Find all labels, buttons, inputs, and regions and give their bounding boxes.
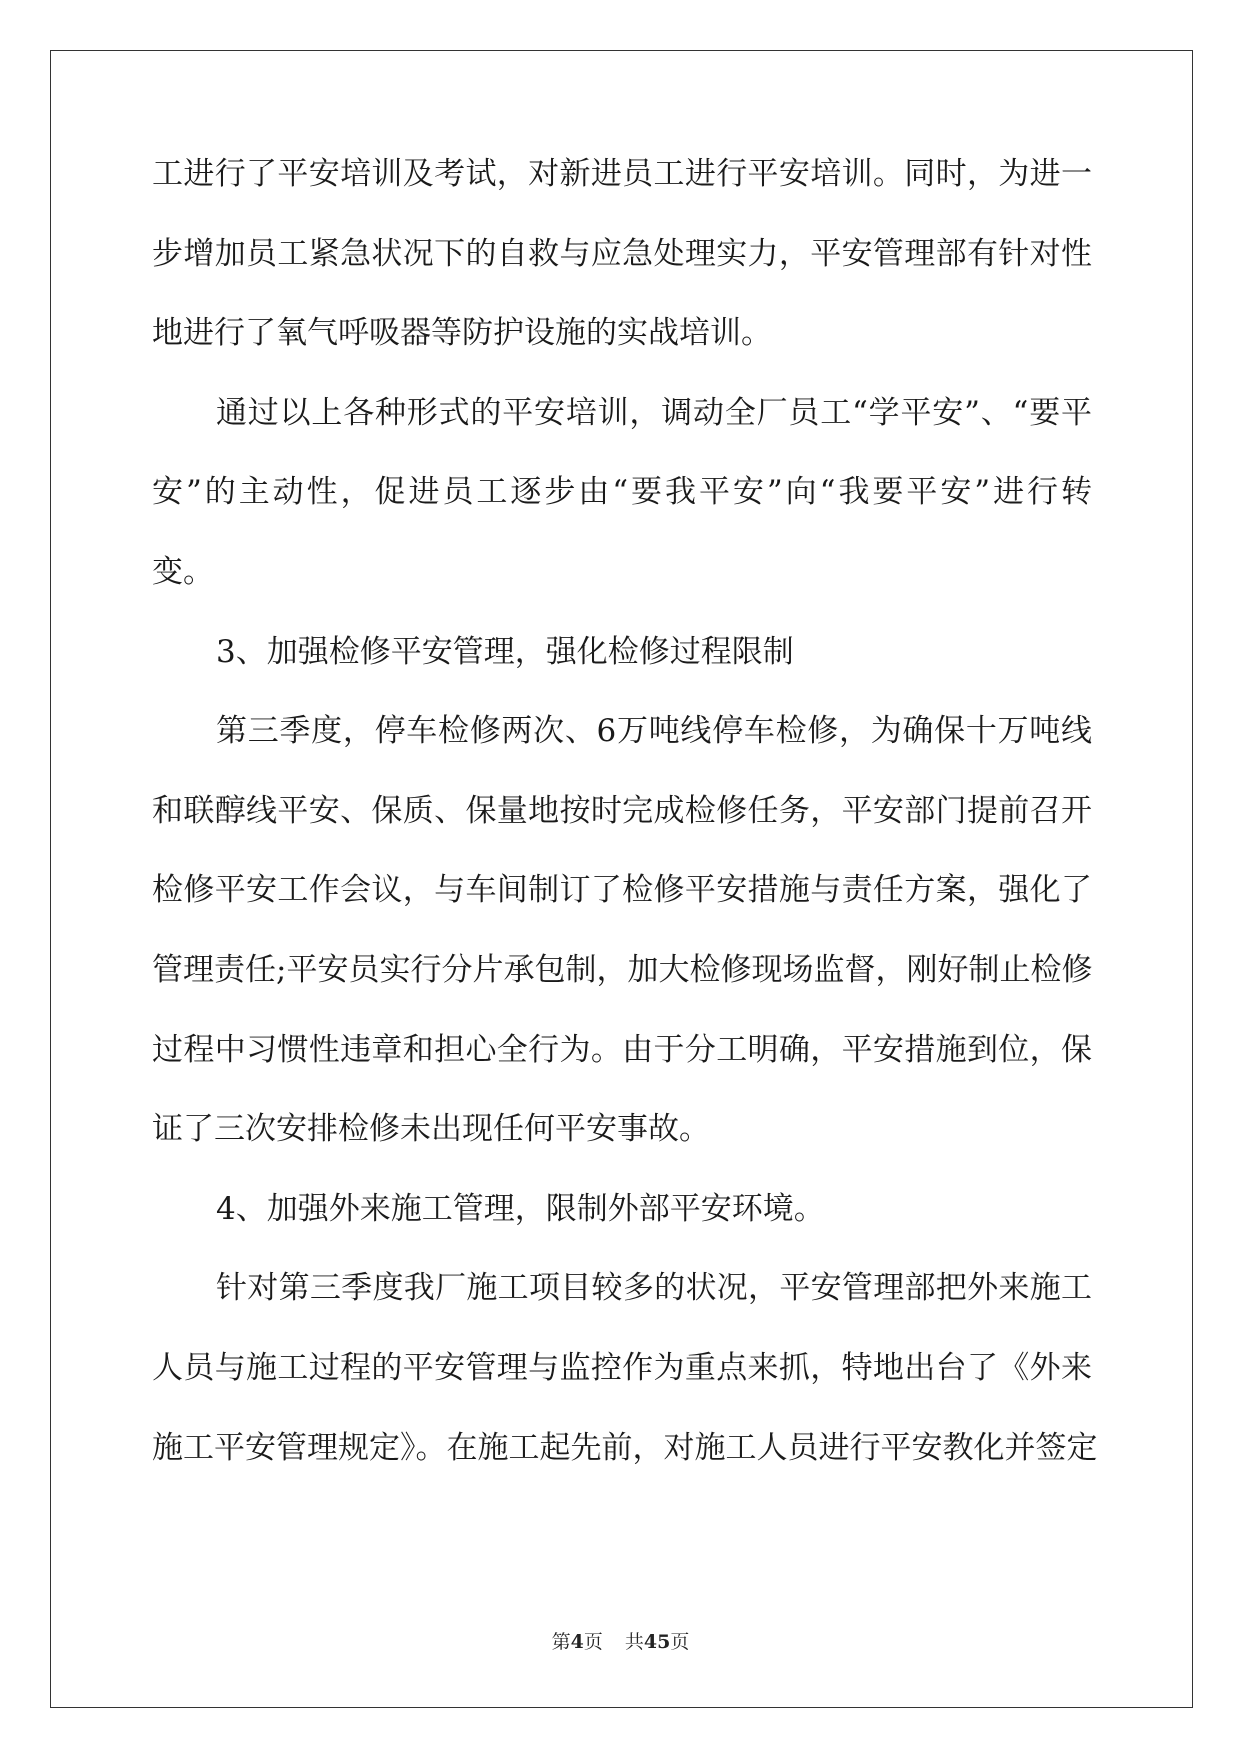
section-heading: 4、加强外来施工管理，限制外部平安环境。 [216, 1190, 825, 1227]
document-body [152, 135, 1098, 1488]
paragraph-line: 第三季度，停车检修两次、6万吨线停车检修，为确保十万吨线 [216, 713, 1092, 750]
paragraph-line: 工进行了平安培训及考试，对新进员工进行平安培训。同时，为进一 [152, 156, 1092, 192]
total-pages-suffix: 页 [670, 1631, 690, 1653]
paragraph-line: 变。 [152, 553, 214, 590]
paragraph-line: 通过以上各种形式的平安培训，调动全厂员工“学平安”、“要平 [216, 394, 1092, 431]
section-heading: 3、加强检修平安管理，强化检修过程限制 [216, 633, 794, 670]
paragraph-line: 针对第三季度我厂施工项目较多的状况，平安管理部把外来施工 [216, 1270, 1092, 1307]
paragraph-line: 管理责任;平安员实行分片承包制，加大检修现场监督，刚好制止检修 [152, 951, 1093, 988]
paragraph-line: 和联醇线平安、保质、保量地按时完成检修任务，平安部门提前召开 [152, 792, 1092, 829]
page-number-suffix: 页 [583, 1631, 603, 1653]
paragraph-line: 地进行了氧气呼吸器等防护设施的实战培训。 [152, 315, 772, 352]
page-footer [0, 1627, 1241, 1654]
page-number-prefix: 第 [551, 1631, 571, 1653]
total-page-count: 45 [643, 1631, 671, 1653]
paragraph-line: 过程中习惯性违章和担心全行为。由于分工明确，平安措施到位，保 [152, 1031, 1092, 1068]
paragraph-line: 人员与施工过程的平安管理与监控作为重点来抓，特地出台了《外来 [152, 1349, 1092, 1386]
paragraph-line: 步增加员工紧急状况下的自救与应急处理实力，平安管理部有针对性 [152, 235, 1092, 272]
current-page-number: 4 [570, 1631, 584, 1653]
total-pages-prefix: 共 [624, 1631, 644, 1653]
paragraph-line: 检修平安工作会议，与车间制订了检修平安措施与责任方案，强化了 [152, 872, 1092, 909]
paragraph-line: 施工平安管理规定》。在施工起先前，对施工人员进行平安教化并签定 [152, 1429, 1098, 1466]
paragraph-line: 安”的主动性，促进员工逐步由“要我平安”向“我要平安”进行转 [152, 474, 1092, 511]
paragraph-line: 证了三次安排检修未出现任何平安事故。 [152, 1111, 710, 1148]
